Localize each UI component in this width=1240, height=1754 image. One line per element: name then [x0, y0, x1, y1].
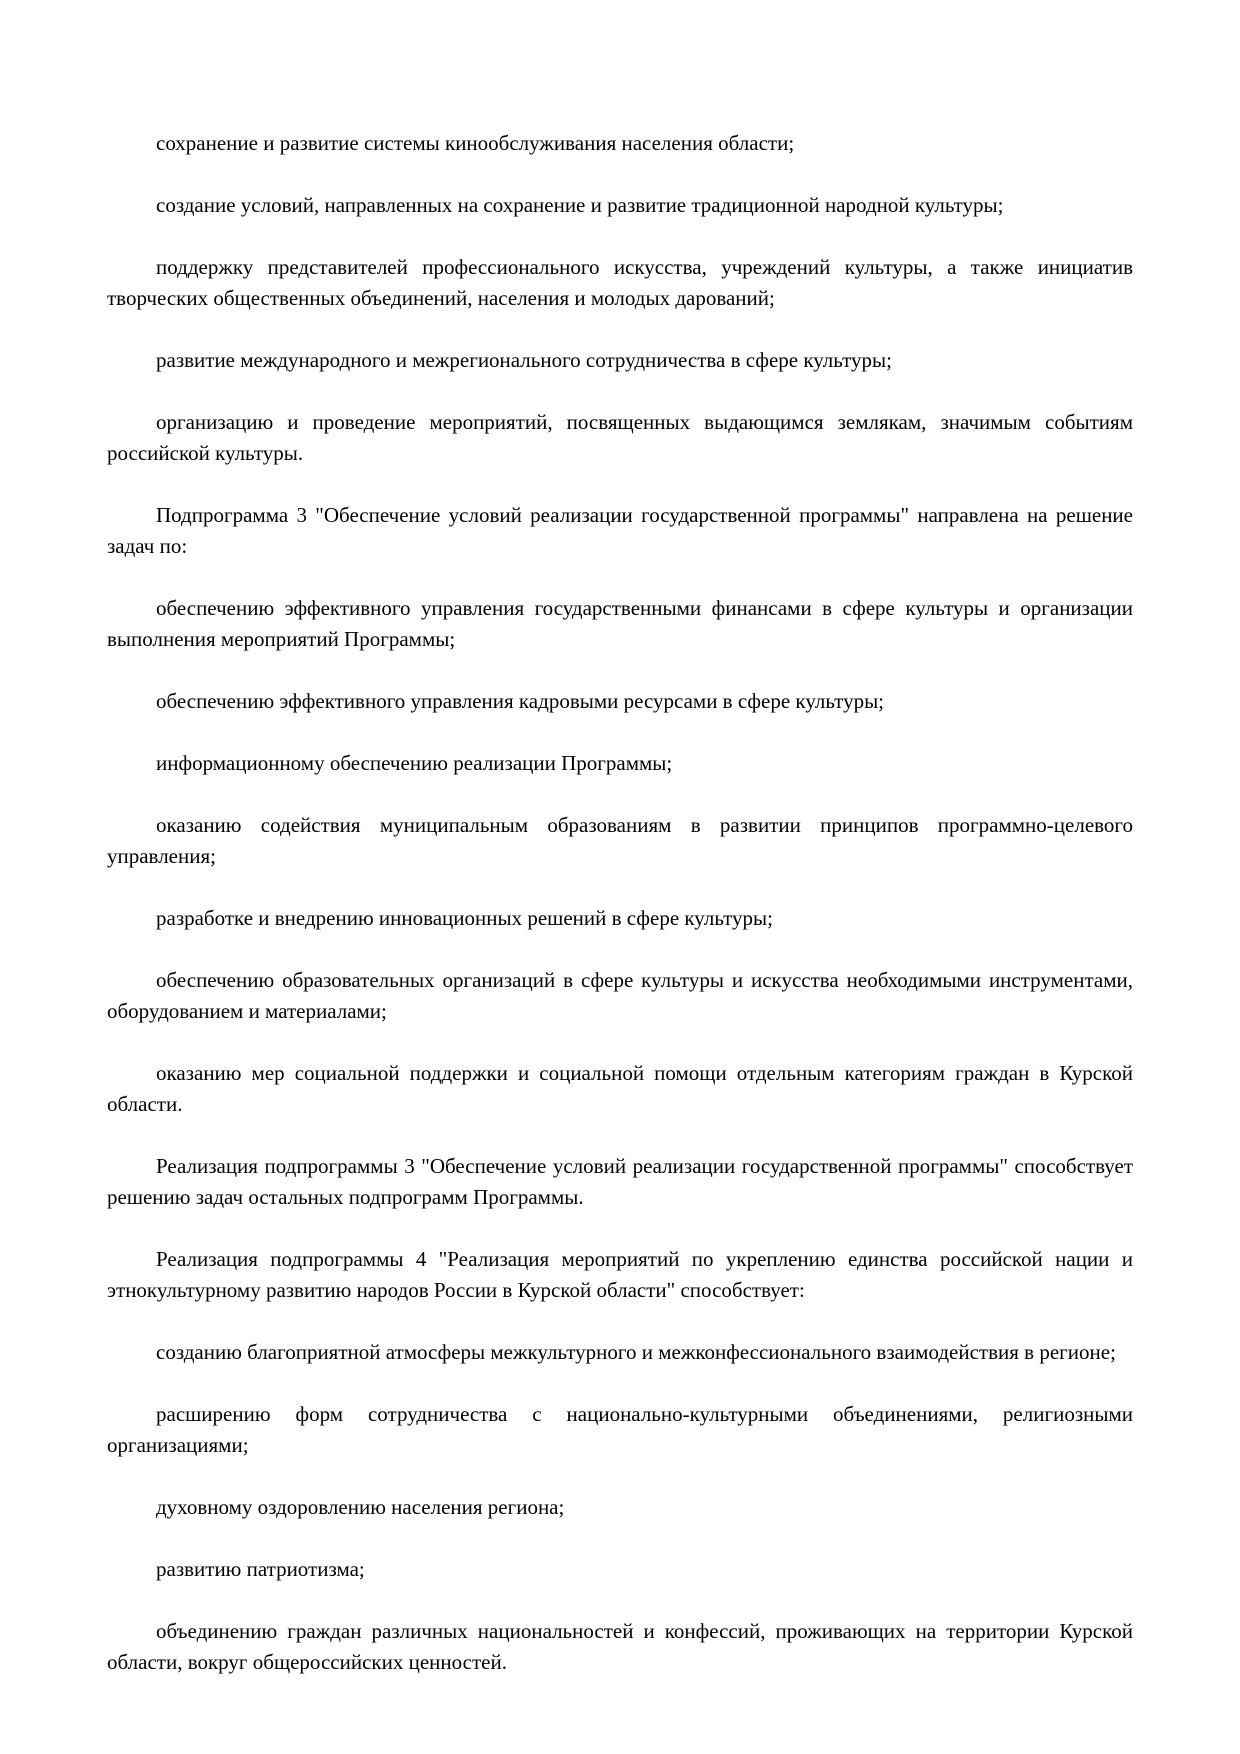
paragraph-state-finance-management: обеспечению эффективного управления государственными финансами в сфере культуры и организации выполнения мероприятий Программы; — [107, 596, 1133, 651]
paragraph-subprogram-4-intro: Реализация подпрограммы 4 "Реализация мероприятий по укреплению единства российской нации и этнокультурному развитию народов России в Курской области" способствует: — [107, 1247, 1133, 1302]
paragraph-uniting-citizens: объединению граждан различных национальностей и конфессий, проживающих на территории Курской области, вокруг общероссийских ценностей. — [107, 1619, 1133, 1674]
paragraph-support-professional-art: поддержку представителей профессионального искусства, учреждений культуры, а также инициатив творческих общественных объединений, населения и молодых дарований; — [107, 255, 1133, 310]
paragraph-innovation-solutions: разработке и внедрению инновационных решений в сфере культуры; — [156, 906, 773, 930]
paragraph-intercultural-atmosphere: созданию благоприятной атмосферы межкультурного и межконфессионального взаимодействия в регионе; — [156, 1340, 1116, 1364]
paragraph-municipal-assistance: оказанию содействия муниципальным образованиям в развитии принципов программно-целевого управления; — [107, 813, 1133, 868]
paragraph-preserve-cinema: сохранение и развитие системы кинообслуживания населения области; — [156, 131, 795, 155]
paragraph-patriotism: развитию патриотизма; — [156, 1557, 365, 1581]
paragraph-international-cooperation: развитие международного и межрегионального сотрудничества в сфере культуры; — [156, 348, 892, 372]
paragraph-cooperation-associations: расширению форм сотрудничества с национально-культурными объединениями, религиозными организациями; — [107, 1402, 1133, 1457]
paragraph-folk-culture: создание условий, направленных на сохранение и развитие традиционной народной культуры; — [156, 193, 1004, 217]
paragraph-educational-organizations-equipment: обеспечению образовательных организаций в сфере культуры и искусства необходимыми инструментами, оборудованием и материалами; — [107, 968, 1133, 1023]
paragraph-spiritual-health: духовному оздоровлению населения региона; — [156, 1495, 565, 1519]
paragraph-subprogram-3-intro: Подпрограмма 3 "Обеспечение условий реализации государственной программы" направлена на решение задач по: — [107, 503, 1133, 558]
paragraph-events-notable-countrymen: организацию и проведение мероприятий, посвященных выдающимся землякам, значимым событиям российской культуры. — [107, 410, 1133, 465]
paragraph-information-support: информационному обеспечению реализации Программы; — [156, 751, 673, 775]
paragraph-hr-management: обеспечению эффективного управления кадровыми ресурсами в сфере культуры; — [156, 689, 885, 713]
paragraph-subprogram-3-implementation: Реализация подпрограммы 3 "Обеспечение условий реализации государственной программы" способствует решению задач остальных подпрограмм Программы. — [107, 1154, 1133, 1209]
paragraph-social-support: оказанию мер социальной поддержки и социальной помощи отдельным категориям граждан в Курской области. — [107, 1061, 1133, 1116]
